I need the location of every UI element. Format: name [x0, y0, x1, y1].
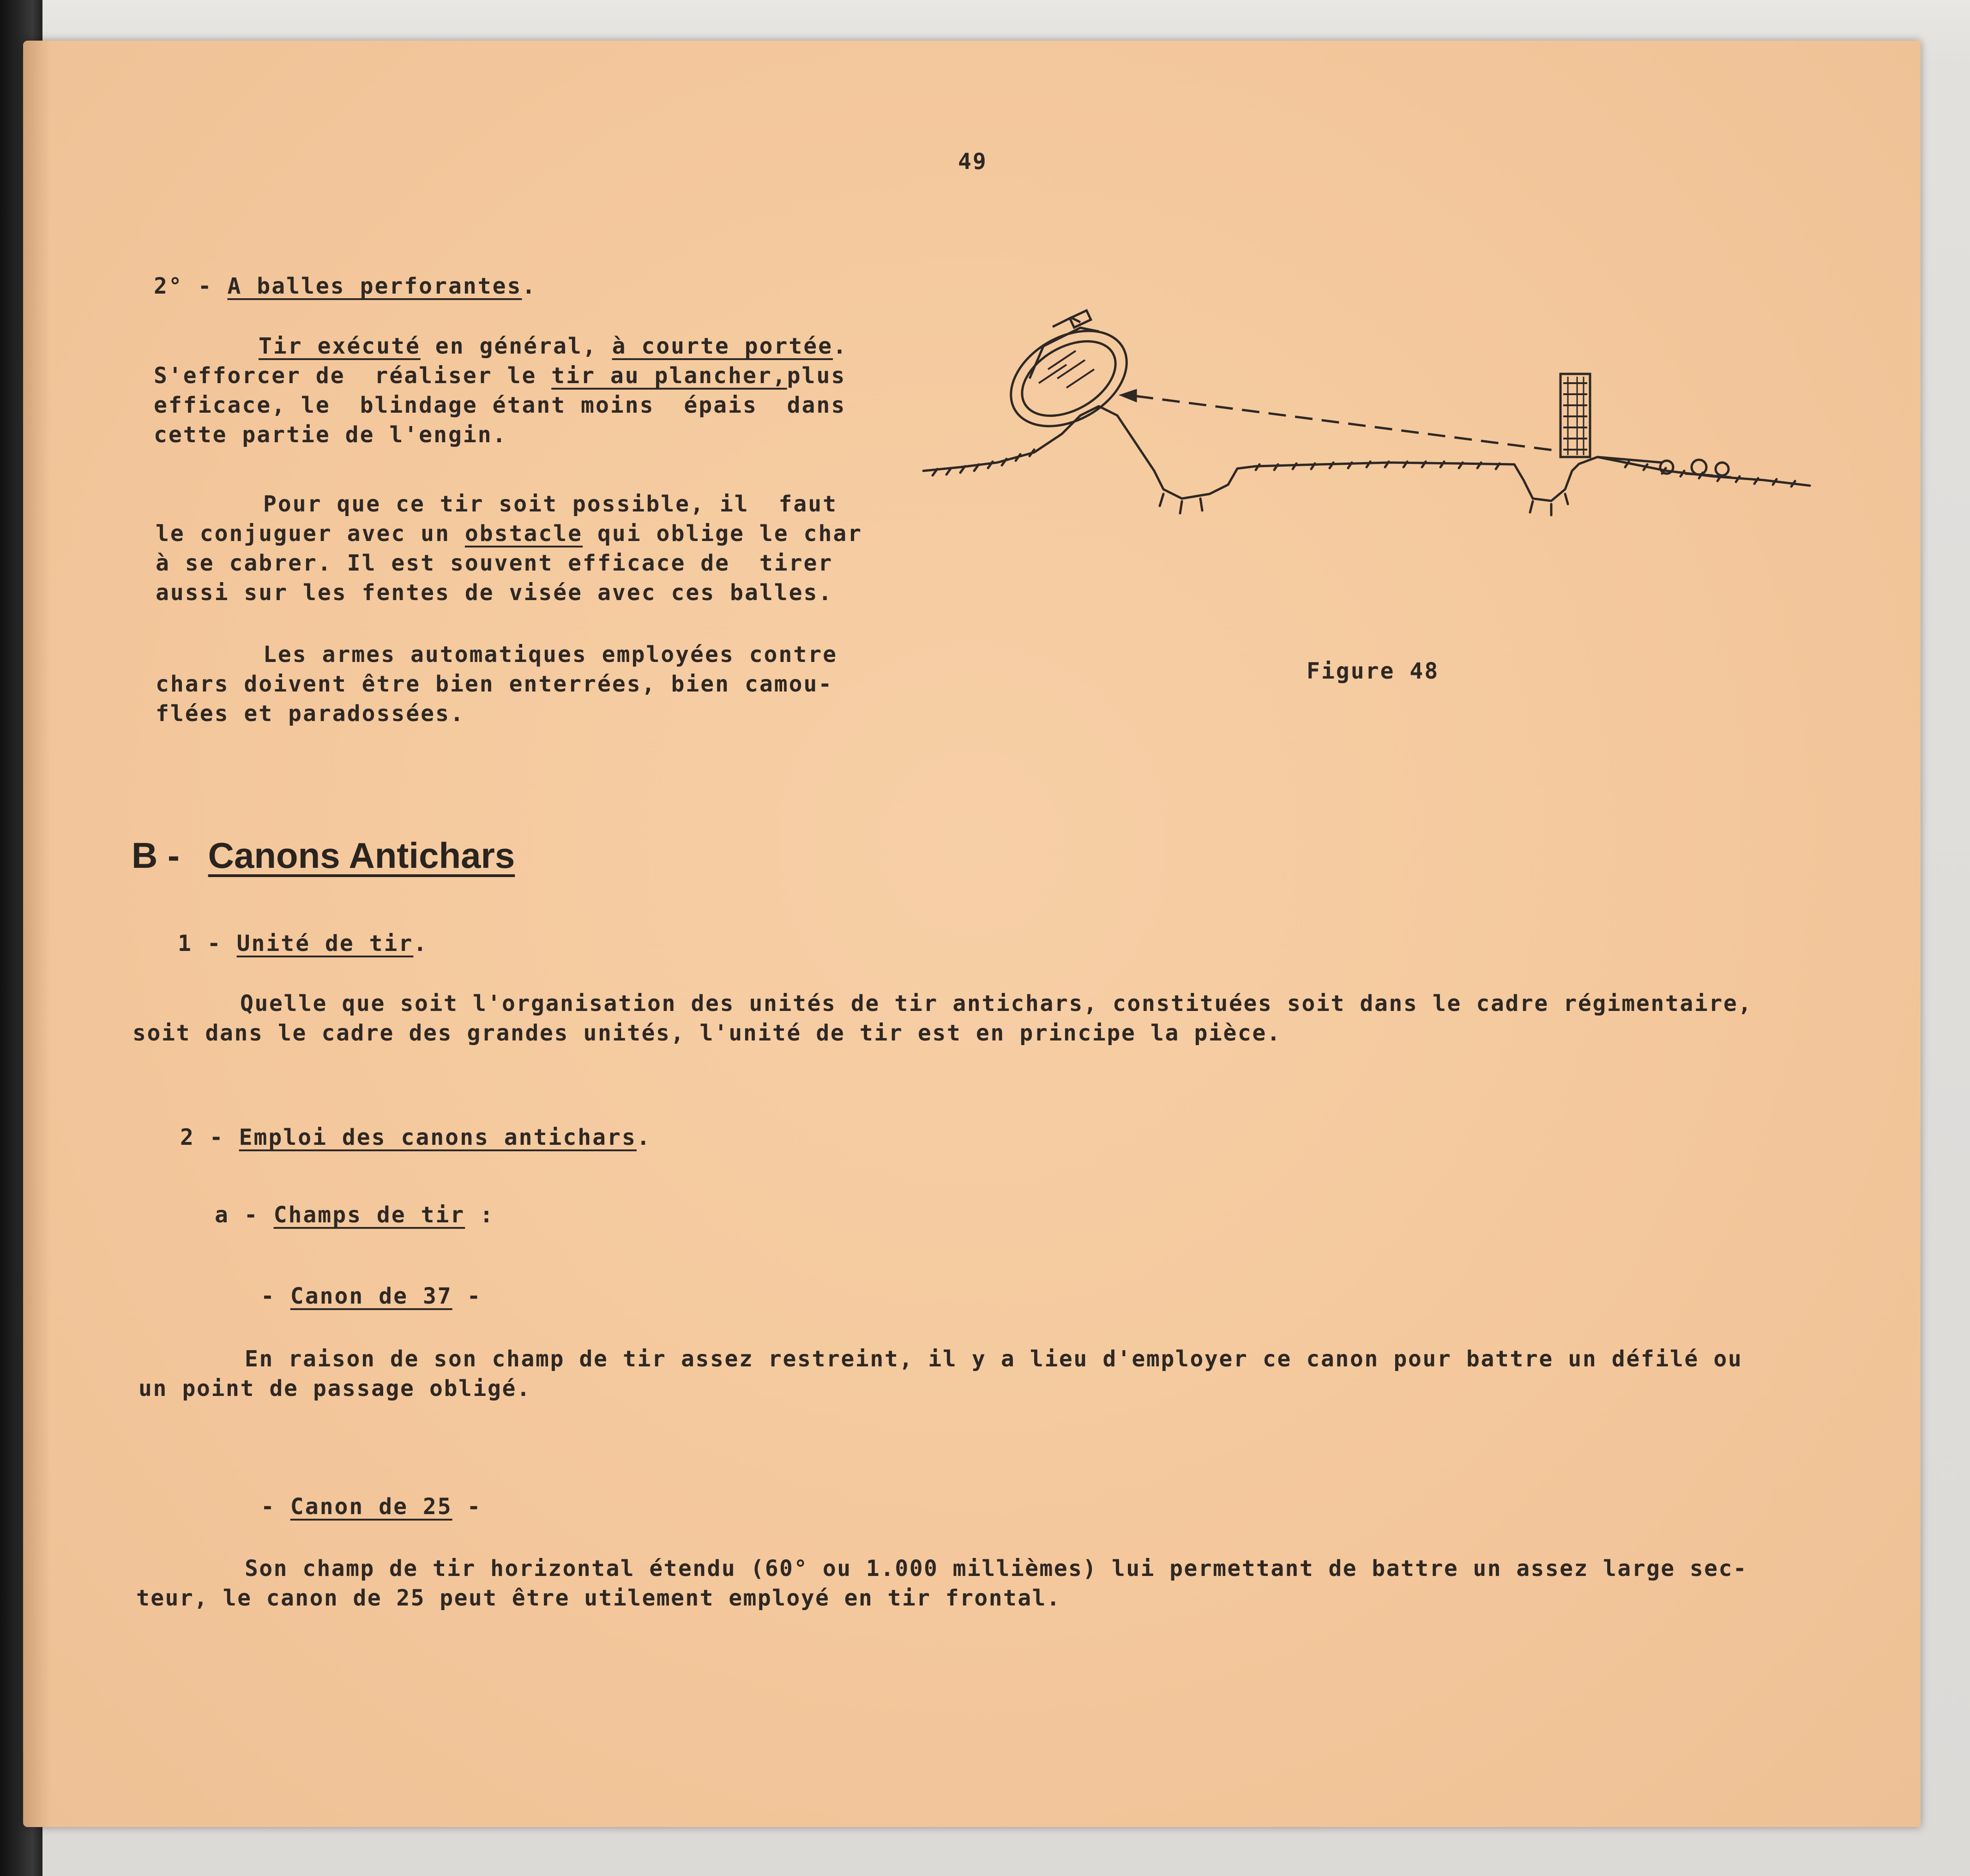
- para2-line1: Pour que ce tir soit possible, il faut: [263, 491, 838, 517]
- para2-text: le conjuguer avec un: [156, 521, 465, 547]
- para1-line3: efficace, le blindage étant moins épais dans: [154, 392, 846, 418]
- page-shadow-edge: [23, 41, 51, 1827]
- para1-line2: [154, 361, 846, 391]
- section-b-heading: [132, 835, 515, 876]
- para6-line2: teur, le canon de 25 peut être utilement employé en tir frontal.: [136, 1585, 1061, 1611]
- canon-25-title: Canon de 25: [290, 1494, 452, 1520]
- section-2-title: A balles perforantes: [227, 273, 522, 299]
- canon-25-prefix: -: [261, 1494, 290, 1520]
- section-b-prefix: B -: [132, 835, 190, 876]
- para3-line1: Les armes automatiques employées contre: [263, 642, 838, 667]
- para1-text: plus: [787, 363, 846, 389]
- sub2-suffix: .: [636, 1124, 651, 1150]
- sub2-heading: [180, 1123, 651, 1152]
- sub1-title: Unité de tir: [236, 931, 414, 956]
- para1-period: .: [833, 333, 848, 359]
- sub2-prefix: 2 -: [180, 1124, 239, 1150]
- sub1-heading: [178, 929, 428, 958]
- para1-emph-tir-execute: Tir exécuté: [259, 333, 421, 359]
- para2-line2: [156, 519, 862, 548]
- terrain-profile: [923, 406, 1810, 515]
- sub-a-heading: [215, 1200, 494, 1230]
- canon-37-heading: [261, 1281, 482, 1311]
- figure-caption: Figure 48: [1307, 658, 1440, 684]
- para3-line3: flées et paradossées.: [156, 701, 465, 727]
- section-2-suffix: .: [522, 273, 537, 299]
- section-2-heading: [154, 271, 536, 301]
- sub-a-prefix: a -: [215, 1202, 274, 1228]
- para1-line1: [259, 331, 848, 361]
- trajectory-line: [1122, 391, 1556, 451]
- para1-text: S'efforcer de réaliser le: [154, 363, 552, 389]
- page-number: 49: [958, 149, 988, 174]
- section-2-prefix: 2° -: [154, 273, 228, 299]
- canon-37-title: Canon de 37: [290, 1283, 452, 1309]
- para2-emph-obstacle: obstacle: [464, 521, 583, 547]
- canon-37-prefix: -: [261, 1283, 290, 1309]
- para4-line1: Quelle que soit l'organisation des unités de tir antichars, constituées soit dans le cadre régimentaire,: [240, 991, 1753, 1016]
- para1-line4: cette partie de l'engin.: [154, 422, 507, 448]
- para1-emph-tir-au-plancher: tir au plancher,: [551, 363, 787, 389]
- para1-emph-courte-portee: à courte portée: [612, 333, 833, 359]
- canon-37-suffix: -: [452, 1283, 482, 1309]
- sub-a-suffix: :: [465, 1202, 495, 1228]
- para2-line4: aussi sur les fentes de visée avec ces balles.: [156, 580, 833, 606]
- para3-line2: chars doivent être bien enterrées, bien camou-: [156, 671, 833, 697]
- section-b-title: Canons Antichars: [208, 835, 515, 876]
- para2-text: qui oblige le char: [583, 521, 863, 547]
- canon-25-suffix: -: [452, 1494, 482, 1520]
- figure-48-illustration: [905, 295, 1824, 535]
- para5-line1: En raison de son champ de tir assez restreint, il y a lieu d'employer ce canon pour battre un défilé ou: [245, 1346, 1743, 1372]
- antitank-post: [1560, 374, 1590, 457]
- para1-text: en général,: [420, 333, 612, 359]
- para5-line2: un point de passage obligé.: [139, 1376, 531, 1401]
- sub1-suffix: .: [413, 931, 428, 956]
- para2-line3: à se cabrer. Il est souvent efficace de tirer: [156, 550, 833, 576]
- sub-a-title: Champs de tir: [273, 1202, 465, 1228]
- para4-line2: soit dans le cadre des grandes unités, l'unité de tir est en principe la pièce.: [133, 1020, 1282, 1046]
- para6-line1: Son champ de tir horizontal étendu (60° ou 1.000 millièmes) lui permettant de battre un assez large sec-: [245, 1556, 1748, 1581]
- canon-25-heading: [261, 1492, 482, 1521]
- sub1-prefix: 1 -: [178, 931, 237, 956]
- sub2-title: Emploi des canons antichars: [239, 1124, 637, 1150]
